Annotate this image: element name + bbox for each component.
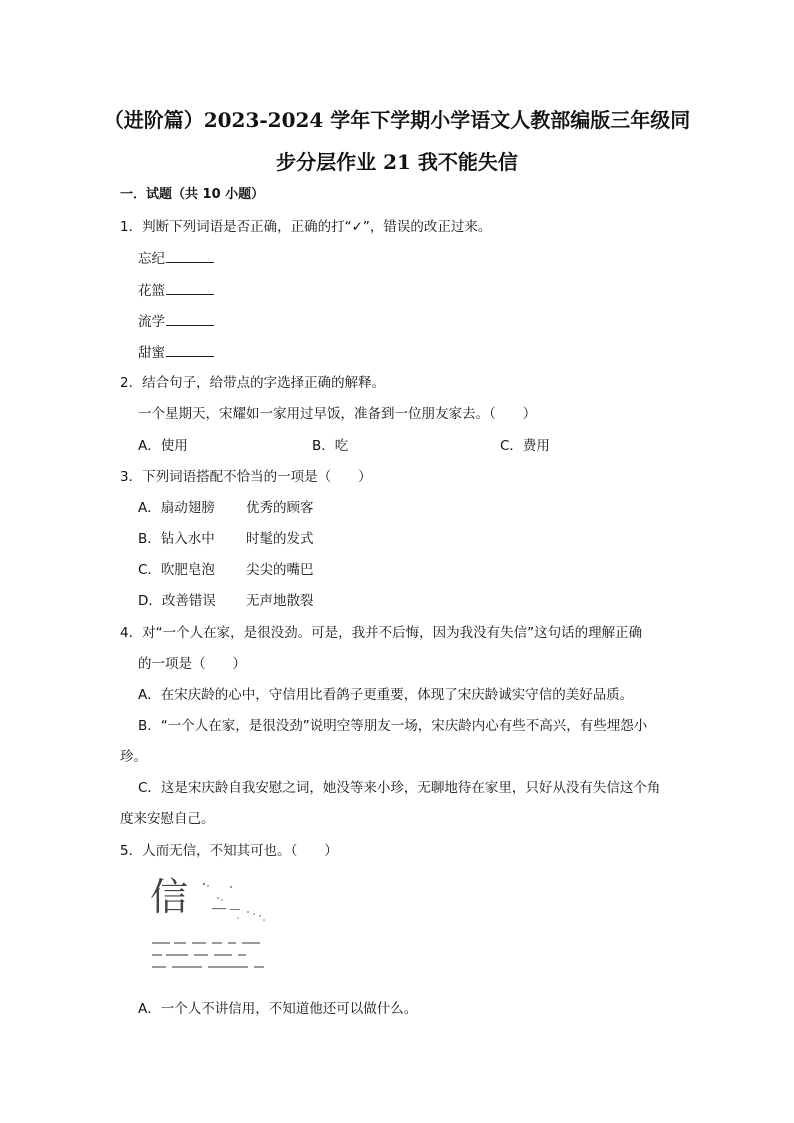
q3-option-b-pair: 时髦的发式 — [246, 531, 314, 547]
q4-option-c-line1[interactable]: C．这是宋庆龄自我安慰之词，她没等来小珍，无聊地待在家里，只好从没有失信这个角 — [138, 780, 661, 796]
page-title-line2: 步分层作业 21 我不能失信 — [276, 150, 518, 174]
section-heading: 一．试题（共 10 小题） — [120, 187, 265, 202]
q3-option-a-pair: 优秀的顾客 — [246, 500, 314, 516]
option-label: C．吹肥皂泡 — [138, 562, 215, 578]
q2-option-a[interactable]: A．使用 — [138, 438, 188, 454]
calligraphy-annotation-marks — [203, 883, 265, 921]
q4-stem-line2: 的一项是（ ） — [138, 656, 246, 672]
q1-word-text: 流学 — [138, 314, 165, 330]
option-label: B．钻入水中 — [138, 531, 215, 547]
q3-option-b[interactable] — [138, 530, 215, 548]
q1-word-4 — [138, 343, 214, 362]
q1-word-3 — [138, 312, 214, 331]
q5-option-a[interactable]: A．一个人不讲信用，不知道他还可以做什么。 — [138, 1001, 418, 1017]
q1-word-text: 忘纪 — [138, 251, 165, 267]
q3-option-a[interactable] — [138, 499, 215, 517]
calligraphy-character: 信 — [150, 875, 189, 919]
q3-option-d-pair: 无声地散裂 — [246, 593, 314, 609]
calligraphy-drawing — [148, 872, 273, 974]
calligraphy-caption-marks — [152, 942, 264, 968]
q1-word-text: 甜蜜 — [138, 345, 165, 361]
q1-word-2 — [138, 281, 214, 300]
q1-word-1 — [138, 249, 214, 268]
q3-option-c[interactable] — [138, 561, 215, 579]
q3-option-c-pair: 尖尖的嘴巴 — [246, 562, 314, 578]
page-title-line1: （进阶篇）2023-2024 学年下学期小学语文人教部编版三年级同 — [103, 108, 691, 132]
q2-option-c[interactable]: C．费用 — [500, 438, 550, 454]
q3-stem: 3．下列词语搭配不恰当的一项是（ ） — [120, 469, 372, 485]
option-label: D．改善错误 — [138, 593, 216, 609]
answer-blank[interactable] — [166, 312, 214, 326]
q4-option-b-line2: 珍。 — [120, 749, 147, 765]
q4-stem-line1: 4．对“一个人在家，是很没劲。可是，我并不后悔，因为我没有失信”这句话的理解正确 — [120, 625, 643, 641]
q4-option-c-line2: 度来安慰自己。 — [120, 811, 215, 827]
calligraphy-image — [148, 872, 273, 974]
q3-option-d[interactable] — [138, 592, 216, 610]
q4-option-a[interactable]: A．在宋庆龄的心中，守信用比看鸽子更重要，体现了宋庆龄诚实守信的美好品质。 — [138, 687, 634, 703]
q4-option-b-line1[interactable]: B．“一个人在家，是很没劲”说明空等朋友一场，宋庆龄内心有些不高兴，有些埋怨小 — [138, 718, 648, 734]
q2-stem: 2．结合句子，给带点的字选择正确的解释。 — [120, 375, 386, 391]
answer-blank[interactable] — [166, 281, 214, 295]
option-label: A．扇动翅膀 — [138, 500, 215, 516]
q1-stem: 1．判断下列词语是否正确，正确的打“✓”，错误的改正过来。 — [120, 219, 492, 235]
q2-sentence: 一个星期天，宋耀如一家用过早饭，准备到一位朋友家去。（ ） — [138, 406, 537, 422]
q5-stem: 5．人而无信，不知其可也。（ ） — [120, 843, 338, 859]
q2-option-b[interactable]: B．吃 — [312, 438, 349, 454]
answer-blank[interactable] — [166, 343, 214, 357]
answer-blank[interactable] — [166, 249, 214, 263]
q1-word-text: 花篮 — [138, 283, 165, 299]
